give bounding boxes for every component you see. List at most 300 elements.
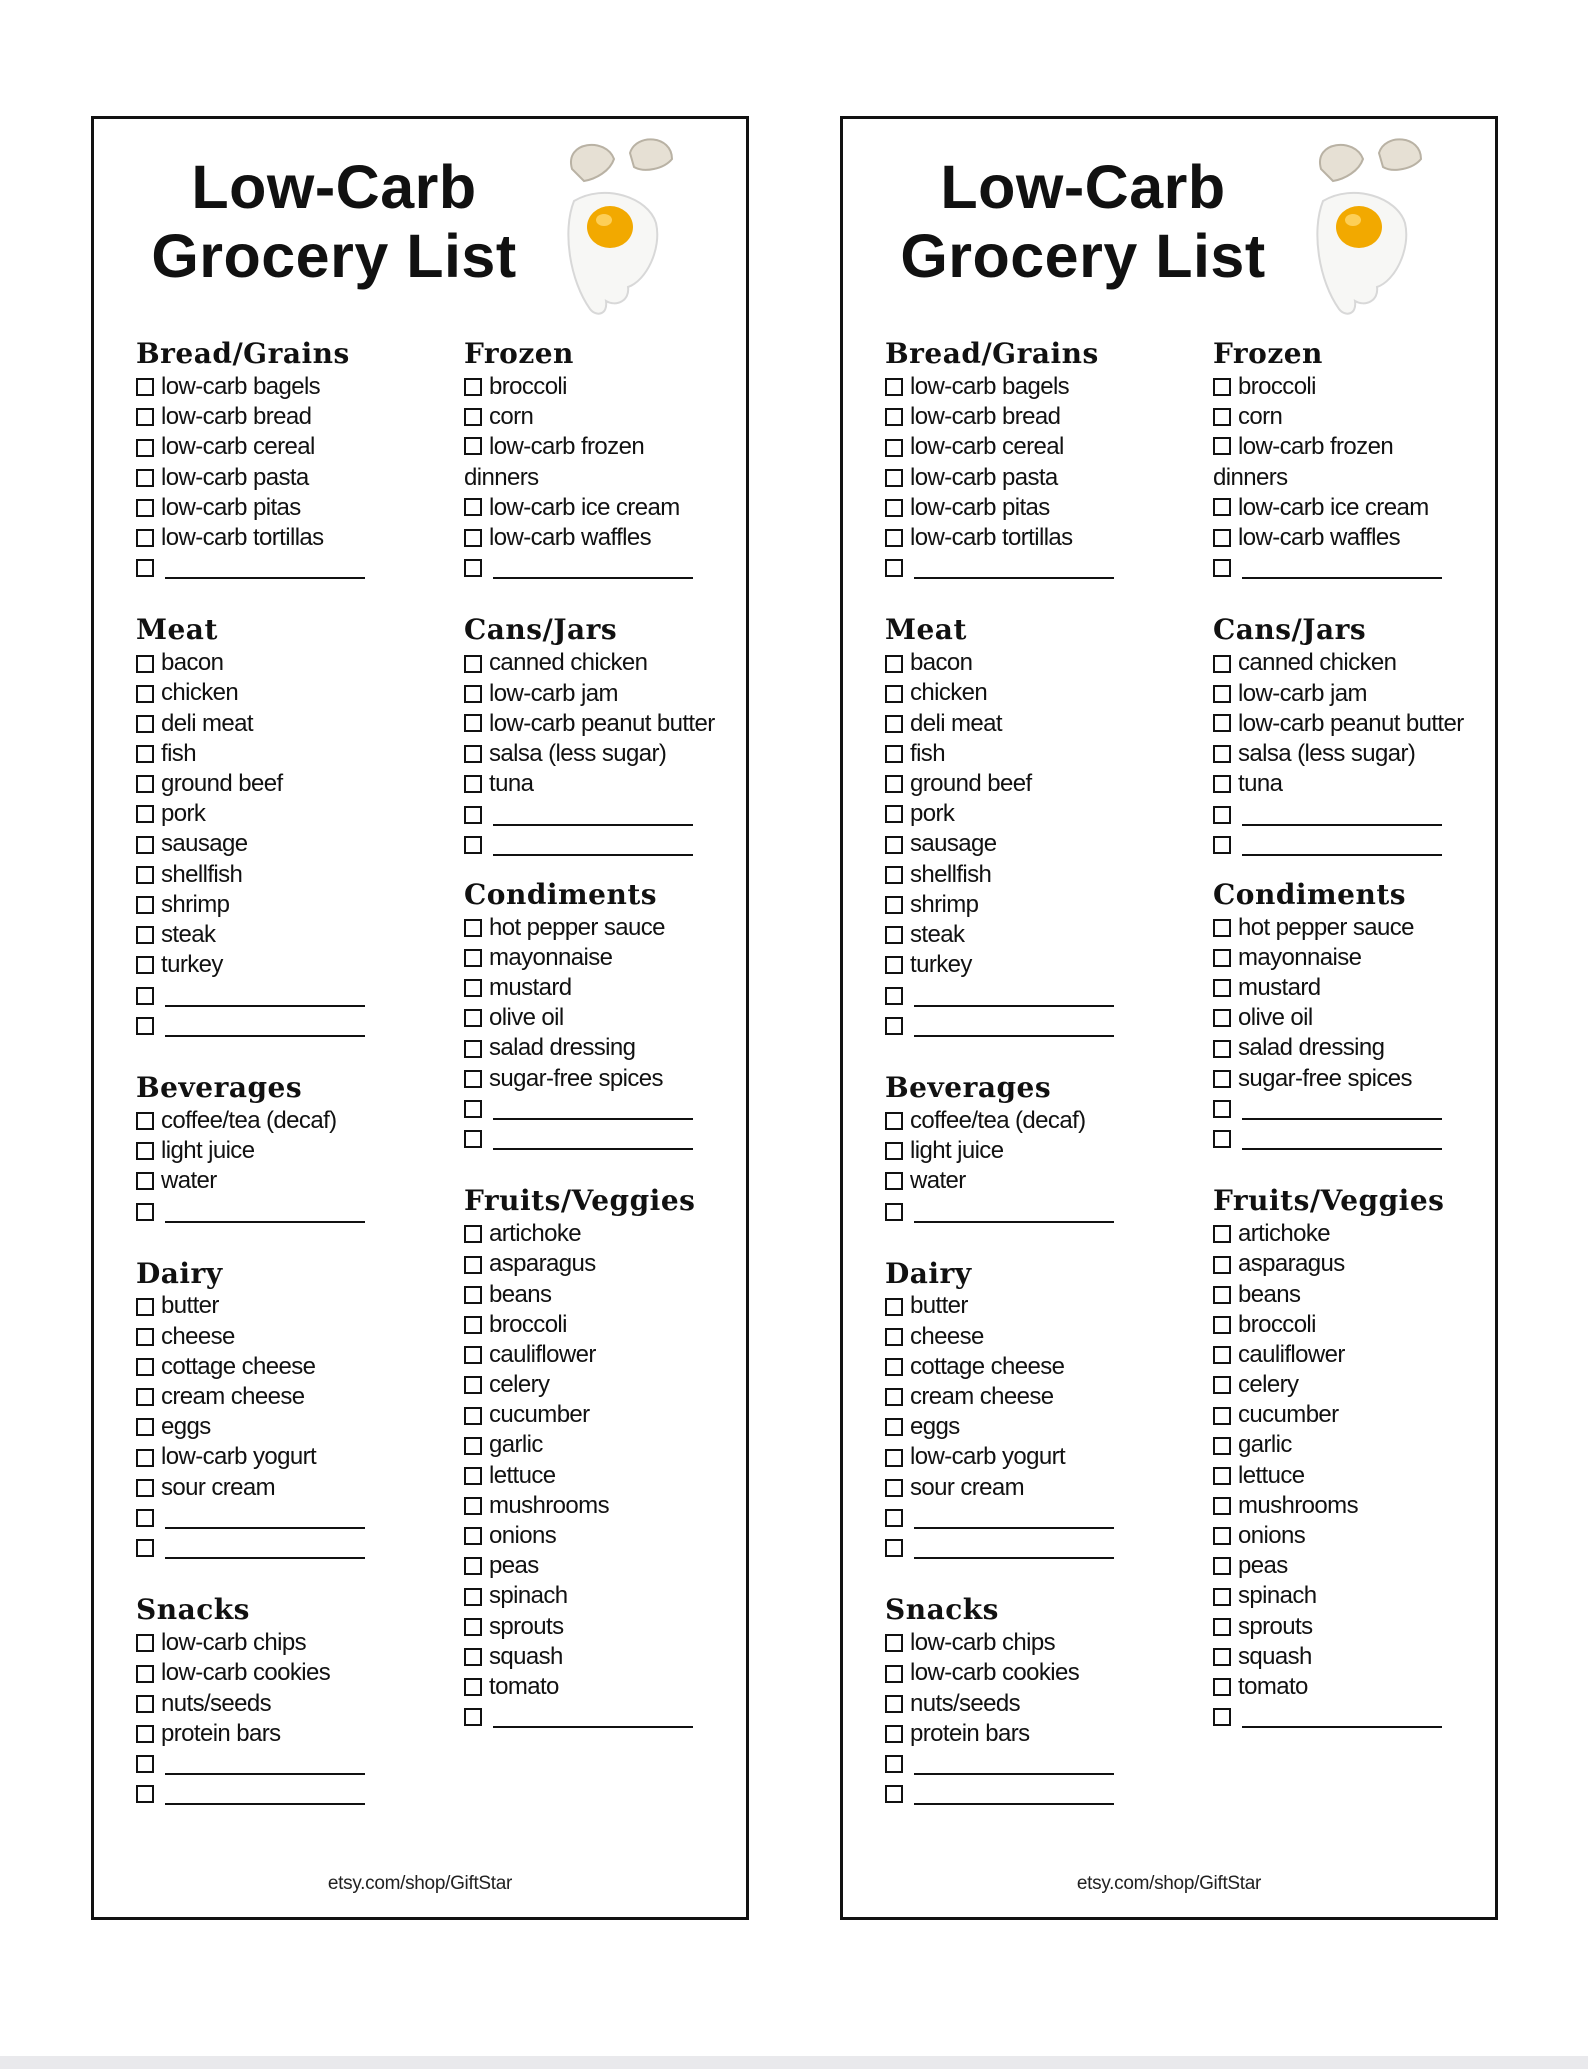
checkbox-icon[interactable]: [464, 1256, 482, 1274]
list-item: [1213, 1249, 1473, 1279]
item-label: protein bars: [161, 1719, 281, 1747]
list-item: [885, 1628, 1185, 1658]
item-label: cheese: [910, 1322, 984, 1350]
checkbox-icon[interactable]: [464, 1407, 482, 1425]
checkbox-icon[interactable]: [136, 469, 154, 487]
item-label: mustard: [489, 974, 572, 1002]
list-item: [1213, 402, 1473, 432]
checkbox-icon[interactable]: [136, 836, 154, 854]
write-in-line[interactable]: [165, 1005, 365, 1007]
item-label: lettuce: [489, 1461, 556, 1489]
list-item: [885, 799, 1185, 829]
checkbox-icon[interactable]: [1213, 1648, 1231, 1666]
checkbox-icon[interactable]: [464, 1557, 482, 1575]
list-item: [1213, 1340, 1473, 1370]
write-in-line[interactable]: [1242, 1148, 1442, 1150]
checkbox-icon[interactable]: [885, 1509, 903, 1527]
write-in-line[interactable]: [493, 1148, 693, 1150]
blank-item: [1213, 1702, 1473, 1732]
checkbox-icon[interactable]: [885, 1665, 903, 1683]
section-heading: Meat: [136, 613, 218, 647]
checkbox-icon[interactable]: [136, 805, 154, 823]
blank-item: [885, 1196, 1185, 1226]
checkbox-icon[interactable]: [136, 956, 154, 974]
checkbox-icon[interactable]: [136, 1509, 154, 1527]
checkbox-icon[interactable]: [1213, 1100, 1231, 1118]
checkbox-icon[interactable]: [885, 1388, 903, 1406]
checkbox-icon[interactable]: [885, 926, 903, 944]
write-in-line[interactable]: [914, 1221, 1114, 1223]
item-label: sour cream: [910, 1473, 1025, 1501]
checkbox-icon[interactable]: [136, 926, 154, 944]
list-item: [1213, 1461, 1473, 1491]
checkbox-icon[interactable]: [885, 529, 903, 547]
list-item: [464, 1491, 724, 1521]
list-item: [1213, 1219, 1473, 1249]
item-label: canned chicken: [489, 649, 648, 677]
item-label: cottage cheese: [910, 1352, 1065, 1380]
checkbox-icon[interactable]: [885, 1695, 903, 1713]
list-item: [1213, 1642, 1473, 1672]
item-label: protein bars: [910, 1719, 1030, 1747]
list-item: [464, 523, 724, 553]
checkbox-icon[interactable]: [885, 685, 903, 703]
list-item: [1213, 1612, 1473, 1642]
section-heading: Bread/Grains: [136, 337, 350, 370]
checkbox-icon[interactable]: [464, 714, 482, 732]
item-label: turkey: [910, 951, 972, 979]
checkbox-icon[interactable]: [1213, 378, 1231, 396]
checkbox-icon[interactable]: [136, 408, 154, 426]
checkbox-icon[interactable]: [885, 1298, 903, 1316]
list-item: [1213, 1672, 1473, 1702]
list-title: [873, 153, 1293, 291]
checkbox-icon[interactable]: [885, 1418, 903, 1436]
item-label: low-carb tortillas: [910, 523, 1073, 551]
checkbox-icon[interactable]: [1213, 1497, 1231, 1515]
section-heading: Cans/Jars: [464, 613, 618, 647]
checkbox-icon[interactable]: [464, 1376, 482, 1394]
cracked-egg-icon: [544, 131, 694, 321]
checkbox-icon[interactable]: [1213, 745, 1231, 763]
checkbox-icon[interactable]: [136, 1203, 154, 1221]
left-column: [885, 337, 1185, 1839]
list-item: [885, 1689, 1185, 1719]
item-label: low-carb cereal: [161, 433, 315, 461]
checkbox-icon[interactable]: [136, 1298, 154, 1316]
checkbox-icon[interactable]: [1213, 1130, 1231, 1148]
checkbox-icon[interactable]: [136, 1142, 154, 1160]
checkbox-icon[interactable]: [1213, 949, 1231, 967]
checkbox-icon[interactable]: [136, 715, 154, 733]
list-item: [1213, 679, 1473, 709]
checkbox-icon[interactable]: [464, 1678, 482, 1696]
list-item: [885, 769, 1185, 799]
item-label: cream cheese: [910, 1383, 1054, 1411]
checkbox-icon[interactable]: [136, 745, 154, 763]
checkbox-icon[interactable]: [885, 1785, 903, 1803]
checkbox-icon[interactable]: [136, 1017, 154, 1035]
list-item: [1213, 1431, 1473, 1461]
checkbox-icon[interactable]: [1213, 919, 1231, 937]
checkbox-icon[interactable]: [464, 1708, 482, 1726]
checkbox-icon[interactable]: [464, 1346, 482, 1364]
checkbox-icon[interactable]: [885, 1358, 903, 1376]
checkbox-icon[interactable]: [1213, 655, 1231, 673]
checkbox-icon[interactable]: [136, 1695, 154, 1713]
checkbox-icon[interactable]: [885, 1479, 903, 1497]
checkbox-icon[interactable]: [464, 979, 482, 997]
checkbox-icon[interactable]: [464, 1130, 482, 1148]
checkbox-icon[interactable]: [885, 1328, 903, 1346]
list-item: [464, 1249, 724, 1279]
checkbox-icon[interactable]: [136, 1388, 154, 1406]
checkbox-icon[interactable]: [464, 745, 482, 763]
checkbox-icon[interactable]: [1213, 1009, 1231, 1027]
section-bread-grains: [885, 337, 1185, 583]
checkbox-icon[interactable]: [1213, 437, 1231, 455]
checkbox-icon[interactable]: [136, 1328, 154, 1346]
item-label: low-carb bagels: [161, 372, 321, 400]
checkbox-icon[interactable]: [136, 499, 154, 517]
checkbox-icon[interactable]: [1213, 714, 1231, 732]
item-label: low-carb pasta: [161, 463, 309, 491]
checkbox-icon[interactable]: [136, 1539, 154, 1557]
list-item: [885, 829, 1185, 859]
item-label: mayonnaise: [1238, 943, 1362, 971]
checkbox-icon[interactable]: [136, 529, 154, 547]
list-item: [136, 709, 436, 739]
checkbox-icon[interactable]: [885, 1112, 903, 1130]
checkbox-icon[interactable]: [1213, 1467, 1231, 1485]
checkbox-icon[interactable]: [885, 987, 903, 1005]
checkbox-icon[interactable]: [136, 559, 154, 577]
item-label: mustard: [1238, 974, 1321, 1002]
blank-item: [464, 553, 724, 583]
checkbox-icon[interactable]: [464, 559, 482, 577]
checkbox-icon[interactable]: [136, 378, 154, 396]
write-in-line[interactable]: [1242, 577, 1442, 579]
write-in-line[interactable]: [493, 824, 693, 826]
checkbox-icon[interactable]: [1213, 1437, 1231, 1455]
checkbox-icon[interactable]: [464, 437, 482, 455]
write-in-line[interactable]: [1242, 824, 1442, 826]
item-label: light juice: [910, 1136, 1004, 1164]
checkbox-icon[interactable]: [464, 498, 482, 516]
checkbox-icon[interactable]: [885, 1203, 903, 1221]
list-item: [464, 1551, 724, 1581]
checkbox-icon[interactable]: [1213, 1708, 1231, 1726]
list-item: [1213, 1551, 1473, 1581]
list-item: [1213, 1491, 1473, 1521]
checkbox-icon[interactable]: [885, 1172, 903, 1190]
list-item: [885, 1136, 1185, 1166]
checkbox-icon[interactable]: [136, 1665, 154, 1683]
item-label: low-carb waffles: [489, 523, 652, 551]
section-heading: Fruits/Veggies: [464, 1184, 696, 1218]
checkbox-icon[interactable]: [1213, 836, 1231, 854]
checkbox-icon[interactable]: [464, 919, 482, 937]
checkbox-icon[interactable]: [885, 559, 903, 577]
checkbox-icon[interactable]: [464, 836, 482, 854]
blank-item: [1213, 799, 1473, 829]
list-item: [136, 1719, 436, 1749]
blank-item: [1213, 553, 1473, 583]
checkbox-icon[interactable]: [1213, 1588, 1231, 1606]
checkbox-icon[interactable]: [885, 469, 903, 487]
item-label: sugar-free spices: [489, 1064, 663, 1092]
section-heading: Condiments: [464, 877, 658, 911]
grocery-list-card-left: [91, 116, 749, 1920]
checkbox-icon[interactable]: [885, 775, 903, 793]
blank-item: [885, 1749, 1185, 1779]
checkbox-icon[interactable]: [464, 1527, 482, 1545]
item-label: low-carb bread: [910, 403, 1061, 431]
checkbox-icon[interactable]: [1213, 1225, 1231, 1243]
list-item: [885, 920, 1185, 950]
checkbox-icon[interactable]: [464, 1100, 482, 1118]
checkbox-icon[interactable]: [1213, 1557, 1231, 1575]
checkbox-icon[interactable]: [885, 1755, 903, 1773]
checkbox-icon[interactable]: [885, 499, 903, 517]
checkbox-icon[interactable]: [464, 655, 482, 673]
list-item: [885, 739, 1185, 769]
checkbox-icon[interactable]: [136, 866, 154, 884]
checkbox-icon[interactable]: [885, 836, 903, 854]
section-frozen: [464, 337, 724, 583]
write-in-line[interactable]: [493, 854, 693, 856]
checkbox-icon[interactable]: [1213, 1678, 1231, 1696]
item-label: corn: [1238, 403, 1283, 431]
write-in-line[interactable]: [914, 1557, 1114, 1559]
checkbox-icon[interactable]: [885, 1539, 903, 1557]
write-in-line[interactable]: [914, 1803, 1114, 1805]
item-label: ground beef: [910, 770, 1032, 798]
checkbox-icon[interactable]: [1213, 1040, 1231, 1058]
checkbox-icon[interactable]: [1213, 1376, 1231, 1394]
item-label: onions: [489, 1522, 557, 1550]
list-item: [136, 1473, 436, 1503]
item-label: peas: [489, 1552, 539, 1580]
checkbox-icon[interactable]: [136, 1785, 154, 1803]
item-label: sprouts: [1238, 1612, 1313, 1640]
checkbox-icon[interactable]: [885, 1449, 903, 1467]
checkbox-icon[interactable]: [1213, 979, 1231, 997]
checkbox-icon[interactable]: [464, 1497, 482, 1515]
item-label: garlic: [1238, 1431, 1292, 1459]
list-item: [136, 1382, 436, 1412]
checkbox-icon[interactable]: [885, 439, 903, 457]
checkbox-icon[interactable]: [136, 987, 154, 1005]
list-item: [885, 950, 1185, 980]
checkbox-icon[interactable]: [1213, 806, 1231, 824]
item-label: coffee/tea (decaf): [910, 1106, 1086, 1134]
checkbox-icon[interactable]: [885, 896, 903, 914]
checkbox-icon[interactable]: [885, 956, 903, 974]
checkbox-icon[interactable]: [136, 1634, 154, 1652]
checkbox-icon[interactable]: [885, 866, 903, 884]
checkbox-icon[interactable]: [464, 1618, 482, 1636]
checkbox-icon[interactable]: [885, 1142, 903, 1160]
checkbox-icon[interactable]: [136, 1418, 154, 1436]
write-in-line[interactable]: [165, 1221, 365, 1223]
checkbox-icon[interactable]: [136, 1725, 154, 1743]
checkbox-icon[interactable]: [1213, 1346, 1231, 1364]
checkbox-icon[interactable]: [136, 775, 154, 793]
blank-item: [1213, 830, 1473, 860]
item-label: low-carb ice cream: [1238, 493, 1429, 521]
checkbox-icon[interactable]: [136, 1755, 154, 1773]
item-label: low-carb pasta: [910, 463, 1058, 491]
section-heading: Snacks: [885, 1593, 999, 1627]
checkbox-icon[interactable]: [885, 408, 903, 426]
checkbox-icon[interactable]: [1213, 1527, 1231, 1545]
list-item: [464, 1340, 724, 1370]
checkbox-icon[interactable]: [464, 408, 482, 426]
checkbox-icon[interactable]: [464, 1648, 482, 1666]
checkbox-icon[interactable]: [1213, 529, 1231, 547]
checkbox-icon[interactable]: [885, 1017, 903, 1035]
section-fruits-veggies: [464, 1184, 724, 1732]
checkbox-icon[interactable]: [464, 685, 482, 703]
checkbox-icon[interactable]: [136, 896, 154, 914]
list-item: [136, 523, 436, 553]
checkbox-icon[interactable]: [1213, 1256, 1231, 1274]
blank-item: [464, 1702, 724, 1732]
item-label: cucumber: [1238, 1401, 1339, 1429]
checkbox-icon[interactable]: [1213, 1618, 1231, 1636]
checkbox-icon[interactable]: [136, 439, 154, 457]
write-in-line[interactable]: [1242, 854, 1442, 856]
list-item: [1213, 769, 1473, 799]
checkbox-icon[interactable]: [885, 745, 903, 763]
checkbox-icon[interactable]: [464, 1467, 482, 1485]
checkbox-icon[interactable]: [464, 775, 482, 793]
write-in-line[interactable]: [914, 1035, 1114, 1037]
list-item: [464, 1642, 724, 1672]
write-in-line[interactable]: [493, 1118, 693, 1120]
checkbox-icon[interactable]: [464, 1316, 482, 1334]
checkbox-icon[interactable]: [136, 1449, 154, 1467]
write-in-line[interactable]: [165, 1557, 365, 1559]
list-item: [1213, 1003, 1473, 1033]
checkbox-icon[interactable]: [1213, 559, 1231, 577]
list-item: [464, 1033, 724, 1063]
section-heading: Fruits/Veggies: [1213, 1184, 1445, 1218]
checkbox-icon[interactable]: [464, 529, 482, 547]
checkbox-icon[interactable]: [136, 1112, 154, 1130]
checkbox-icon[interactable]: [464, 1588, 482, 1606]
write-in-line[interactable]: [914, 577, 1114, 579]
list-item: [136, 920, 436, 950]
write-in-line[interactable]: [493, 577, 693, 579]
item-label: low-carb ice cream: [489, 493, 680, 521]
checkbox-icon[interactable]: [885, 655, 903, 673]
item-label: low-carb bread: [161, 403, 312, 431]
item-label: cauliflower: [1238, 1340, 1345, 1368]
shop-url: etsy.com/shop/GiftStar: [1076, 1873, 1262, 1894]
write-in-line[interactable]: [1242, 1726, 1442, 1728]
checkbox-icon[interactable]: [464, 1286, 482, 1304]
list-item: [136, 1322, 436, 1352]
write-in-line[interactable]: [1242, 1118, 1442, 1120]
checkbox-icon[interactable]: [136, 1358, 154, 1376]
list-item: [136, 1352, 436, 1382]
list-item: [464, 1003, 724, 1033]
checkbox-icon[interactable]: [136, 1479, 154, 1497]
checkbox-icon[interactable]: [1213, 498, 1231, 516]
checkbox-icon[interactable]: [464, 949, 482, 967]
list-item: [885, 1412, 1185, 1442]
checkbox-icon[interactable]: [136, 685, 154, 703]
item-label: asparagus: [1238, 1250, 1345, 1278]
list-item: [136, 860, 436, 890]
checkbox-icon[interactable]: [885, 805, 903, 823]
checkbox-icon[interactable]: [464, 806, 482, 824]
item-label: water: [910, 1167, 966, 1195]
checkbox-icon[interactable]: [885, 378, 903, 396]
checkbox-icon[interactable]: [885, 715, 903, 733]
item-label: coffee/tea (decaf): [161, 1106, 337, 1134]
checkbox-icon[interactable]: [136, 1172, 154, 1190]
write-in-line[interactable]: [914, 1527, 1114, 1529]
write-in-line[interactable]: [165, 1803, 365, 1805]
item-label: steak: [910, 920, 965, 948]
checkbox-icon[interactable]: [464, 1040, 482, 1058]
list-item: [1213, 1581, 1473, 1611]
write-in-line[interactable]: [165, 1527, 365, 1529]
checkbox-icon[interactable]: [464, 1225, 482, 1243]
checkbox-icon[interactable]: [1213, 775, 1231, 793]
item-label: water: [161, 1167, 217, 1195]
write-in-line[interactable]: [493, 1726, 693, 1728]
list-item: [885, 523, 1185, 553]
checkbox-icon[interactable]: [1213, 1070, 1231, 1088]
section-dairy: [885, 1257, 1185, 1564]
checkbox-icon[interactable]: [885, 1725, 903, 1743]
item-label: nuts/seeds: [910, 1689, 1021, 1717]
list-item: [136, 1292, 436, 1322]
checkbox-icon[interactable]: [464, 1009, 482, 1027]
item-label: turkey: [161, 951, 223, 979]
list-item: [464, 648, 724, 678]
write-in-line[interactable]: [914, 1773, 1114, 1775]
checkbox-icon[interactable]: [464, 1437, 482, 1455]
section-heading: Beverages: [136, 1070, 303, 1104]
checkbox-icon[interactable]: [464, 378, 482, 396]
checkbox-icon[interactable]: [885, 1634, 903, 1652]
checkbox-icon[interactable]: [1213, 1286, 1231, 1304]
list-item: [464, 1581, 724, 1611]
item-label: celery: [489, 1371, 550, 1399]
checkbox-icon[interactable]: [1213, 408, 1231, 426]
write-in-line[interactable]: [914, 1005, 1114, 1007]
list-item: [136, 1106, 436, 1136]
blank-item: [136, 1749, 436, 1779]
blank-item: [885, 1533, 1185, 1563]
checkbox-icon[interactable]: [1213, 1316, 1231, 1334]
checkbox-icon[interactable]: [464, 1070, 482, 1088]
write-in-line[interactable]: [165, 1035, 365, 1037]
checkbox-icon[interactable]: [1213, 1407, 1231, 1425]
section-condiments: [1213, 878, 1473, 1155]
list-item: [464, 1064, 724, 1094]
checkbox-icon[interactable]: [1213, 685, 1231, 703]
checkbox-icon[interactable]: [136, 655, 154, 673]
write-in-line[interactable]: [165, 1773, 365, 1775]
write-in-line[interactable]: [165, 577, 365, 579]
list-item: [136, 890, 436, 920]
